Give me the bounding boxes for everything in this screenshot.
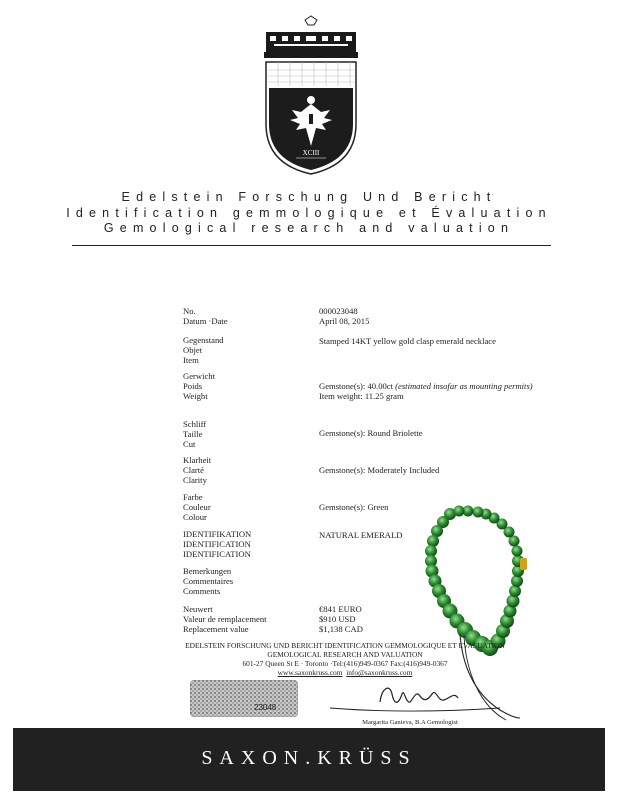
label-objet: Objet [183, 345, 203, 355]
label-gerwicht: Gerwicht [183, 371, 215, 381]
label-neuwert: Neuwert [183, 604, 213, 614]
value-colour: Gemstone(s): Green [319, 502, 389, 512]
label-gegenstand: Gegenstand [183, 335, 224, 345]
header-line-german: Edelstein Forschung Und Bericht [121, 190, 497, 204]
label-clarity: Clarity [183, 475, 207, 485]
header-divider [72, 245, 551, 246]
value-date: April 08, 2015 [319, 316, 370, 326]
value-weight-note: (estimated insofar as mounting permits) [395, 381, 533, 391]
label-poids: Poids [183, 381, 203, 391]
label-clarte: Clarté [183, 465, 204, 475]
value-identification: NATURAL EMERALD [319, 530, 403, 540]
value-cut: Gemstone(s): Round Briolette [319, 428, 423, 438]
label-identification-en: IDENTIFICATION [183, 549, 251, 559]
label-item: Item [183, 355, 199, 365]
label-replacement: Replacement value [183, 624, 249, 634]
label-bemerkungen: Bemerkungen [183, 566, 232, 576]
label-weight: Weight [183, 391, 208, 401]
value-usd: $910 USD [319, 614, 356, 624]
footer-line-2: GEMOLOGICAL RESEARCH AND VALUATION [267, 650, 423, 659]
label-comments: Comments [183, 586, 221, 596]
crest-logo [256, 14, 366, 179]
label-colour: Colour [183, 512, 207, 522]
label-taille: Taille [183, 429, 203, 439]
label-farbe: Farbe [183, 492, 203, 502]
footer-email-link[interactable]: info@saxonkruss.com [346, 668, 413, 677]
gold-clasp [520, 558, 527, 570]
value-gem-weight-text: Gemstone(s): 40.00ct [319, 381, 393, 391]
signatory-name: Margarita Ganieva, B.A Gemologist [362, 719, 458, 726]
label-klarheit: Klarheit [183, 455, 212, 465]
crest-motto: XCIII [302, 149, 320, 157]
label-no: No. [183, 306, 196, 316]
value-clarity: Gemstone(s): Moderately Included [319, 465, 440, 475]
seal-number: 23048 [254, 703, 277, 712]
label-identifikation: IDENTIFIKATION [183, 529, 252, 539]
footer-website-link[interactable]: www.saxonkruss.com [277, 668, 343, 677]
label-date: Datum ·Date [183, 316, 228, 326]
header-line-english: Gemological research and valuation [103, 221, 515, 235]
label-valeur: Valeur de remplacement [183, 614, 267, 624]
label-schliff: Schliff [183, 419, 207, 429]
value-number: 000023048 [319, 306, 358, 316]
signature [320, 632, 525, 727]
label-cut: Cut [183, 439, 196, 449]
label-couleur: Couleur [183, 502, 211, 512]
label-identification-fr: IDENTIFICATION [183, 539, 251, 549]
value-item: Stamped 14KT yellow gold clasp emerald necklace [319, 336, 496, 346]
value-eur: €841 EURO [319, 604, 362, 614]
security-seal [190, 680, 298, 717]
footer-line-3: 601-27 Queen St E · Toronto ·Tel:(416)949-0367 Fax:(416)949-0367 [242, 659, 448, 668]
brand-logo-text: SAXON.KRÜSS [201, 747, 417, 769]
footer-line-1: EDELSTEIN FORSCHUNG UND BERICHT IDENTIFICATION GEMMOLOGIQUE ET EVALUATION [185, 641, 505, 650]
header-line-french: Identification gemmologique et Évaluation [66, 206, 552, 220]
label-commentaires: Commentaires [183, 576, 234, 586]
value-gem-weight [319, 381, 533, 391]
value-item-weight: Item weight: 11.25 gram [319, 391, 404, 401]
value-cad: $1,138 CAD [319, 624, 363, 634]
